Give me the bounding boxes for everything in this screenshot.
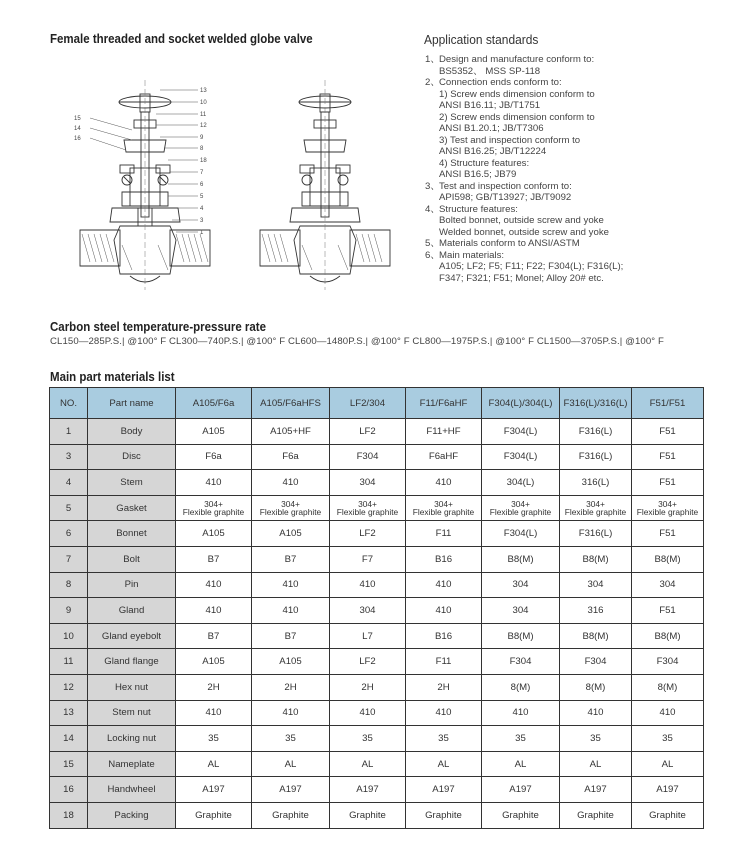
part-name-cell: Packing [88,802,176,828]
material-cell: F316(L) [560,444,632,470]
drawing-callout-label: 8 [200,146,204,152]
part-name-cell: Body [88,419,176,445]
material-cell: Graphite [632,802,704,828]
material-cell: A105 [176,649,252,675]
material-cell: 410 [252,598,330,624]
application-line-text: BS5352、 MSS SP-118 [439,65,541,77]
part-name-cell: Gland eyebolt [88,623,176,649]
part-number-cell: 13 [50,700,88,726]
carbon-steel-title: Carbon steel temperature-pressure rate [50,320,267,334]
material-cell: F6a [176,444,252,470]
material-cell: A197 [560,777,632,803]
material-cell: F304(L) [482,419,560,445]
application-line [425,238,745,250]
column-header: LF2/304 [330,388,406,419]
application-line-text: 2) Screw ends dimension conform to [439,111,595,123]
application-line-number [425,112,439,124]
material-cell: Graphite [252,802,330,828]
material-cell: F7 [330,546,406,572]
valve-drawings [60,80,400,320]
application-line [425,158,745,170]
application-line-text: Design and manufacture conform to: [439,54,595,65]
material-cell: 410 [252,700,330,726]
material-cell [632,495,704,521]
material-cell: B7 [252,623,330,649]
exterior-valve-drawing [260,80,390,290]
material-cell-line: 304+ [511,499,530,510]
application-line-number [425,135,439,147]
application-line [425,112,745,124]
part-name-cell: Bolt [88,546,176,572]
table-row [50,726,704,752]
material-cell: 410 [176,700,252,726]
part-number-cell: 5 [50,495,88,521]
material-cell: A105+HF [252,419,330,445]
part-number-cell: 16 [50,777,88,803]
application-line-number [425,192,439,204]
drawing-callout-label: 14 [74,126,81,132]
material-cell: F304 [330,444,406,470]
application-line-number: 3、 [425,180,440,192]
material-cell: 35 [632,726,704,752]
material-cell: Graphite [406,802,482,828]
material-cell: 35 [176,726,252,752]
material-cell: AL [632,751,704,777]
part-number-cell: 18 [50,802,88,828]
material-cell-line: 304+ [281,499,300,510]
part-name-cell: Disc [88,444,176,470]
material-cell: F6aHF [406,444,482,470]
material-cell-line: Flexible graphite [564,507,627,518]
material-cell: 410 [406,700,482,726]
drawing-callout-label: 13 [200,88,207,94]
part-number-cell: 14 [50,726,88,752]
materials-list-title: Main part materials list [50,370,175,384]
material-cell: 410 [632,700,704,726]
material-cell: 410 [560,700,632,726]
application-line-number [425,215,439,227]
part-number-cell: 4 [50,470,88,496]
part-name-cell: Stem nut [88,700,176,726]
application-line-number [425,158,439,170]
part-number-cell: 1 [50,419,88,445]
application-standards-list [425,54,745,284]
table-row [50,495,704,521]
material-cell: A197 [176,777,252,803]
drawing-callout-label: 12 [200,123,207,129]
part-name-cell: Nameplate [88,751,176,777]
part-name-cell: Stem [88,470,176,496]
part-name-cell: Gland [88,598,176,624]
material-cell-line: Flexible graphite [489,507,552,518]
part-name-cell: Locking nut [88,726,176,752]
material-cell: A105 [252,649,330,675]
application-line-number: 6、 [425,249,440,261]
table-row [50,700,704,726]
material-cell: 410 [330,572,406,598]
application-line [425,215,745,227]
part-number-cell: 7 [50,546,88,572]
application-line-number [425,66,439,78]
part-name-cell: Gland flange [88,649,176,675]
application-line [425,66,745,78]
carbon-steel-ratings: CL150—285P.S.| @100° F CL300—740P.S.| @100° F CL600—1480P.S.| @100° F CL800—1975P.S.| @100° F CL1500—3705P.S.| @100° F [50,336,664,347]
column-header: F304(L)/304(L) [482,388,560,419]
application-standards-title: Application standards [424,32,539,47]
table-row [50,546,704,572]
material-cell-line: 304+ [658,499,677,510]
application-line [425,135,745,147]
application-line-number [425,123,439,135]
drawing-callout-label: 10 [200,100,207,106]
drawing-callout-label: 15 [74,116,81,122]
material-cell: A197 [406,777,482,803]
material-cell: F316(L) [560,521,632,547]
material-cell: AL [330,751,406,777]
material-cell: Graphite [330,802,406,828]
material-cell: 410 [176,572,252,598]
application-line-text: Bolted bonnet, outside screw and yoke [439,215,604,226]
material-cell: LF2 [330,649,406,675]
part-number-cell: 11 [50,649,88,675]
material-cell: A105 [176,521,252,547]
material-cell: A197 [632,777,704,803]
application-line-number: 2、 [425,77,440,88]
material-cell: 2H [252,674,330,700]
application-line-text: ANSI B1.20.1; JB/T7306 [439,123,544,134]
material-cell: AL [406,751,482,777]
material-cell: F6a [252,444,330,470]
material-cell: 410 [330,700,406,726]
application-line [425,89,745,101]
material-cell: 304 [482,572,560,598]
material-cell [406,495,482,521]
material-cell: F51 [632,521,704,547]
material-cell: F316(L) [560,419,632,445]
application-line-text: Test and inspection conform to: [439,180,572,192]
application-line-number [425,169,439,181]
material-cell: LF2 [330,419,406,445]
material-cell: F11 [406,649,482,675]
application-line-text: ANSI B16.11; JB/T1751 [439,100,541,111]
material-cell: Graphite [176,802,252,828]
material-cell: 410 [252,470,330,496]
application-line [425,250,745,262]
material-cell: L7 [330,623,406,649]
material-cell: AL [176,751,252,777]
material-cell: 304 [482,598,560,624]
material-cell: 410 [176,598,252,624]
material-cell: AL [252,751,330,777]
application-line [425,273,745,285]
material-cell: 35 [560,726,632,752]
table-header-row [50,388,704,419]
material-cell-line: Flexible graphite [182,507,245,518]
material-cell-line: 304+ [358,499,377,510]
material-cell: 35 [252,726,330,752]
material-cell: 8(M) [632,674,704,700]
table-row [50,802,704,828]
material-cell: B16 [406,546,482,572]
application-line-text: API598; GB/T13927; JB/T9092 [439,192,572,203]
column-header: F316(L)/316(L) [560,388,632,419]
material-cell: F304 [560,649,632,675]
material-cell: B8(M) [482,546,560,572]
drawing-callout-label: 3 [200,218,204,224]
drawing-callout-label: 11 [200,112,207,118]
application-line-number [425,273,439,285]
material-cell: 8(M) [482,674,560,700]
part-number-cell: 8 [50,572,88,598]
drawing-callout-label: 5 [200,194,204,200]
material-cell-line: Flexible graphite [412,507,475,518]
material-cell-line: 304+ [204,499,223,510]
application-line-number [425,261,439,273]
drawing-callout-label: 9 [200,135,204,141]
part-number-cell: 9 [50,598,88,624]
material-cell: 410 [406,470,482,496]
table-row [50,572,704,598]
application-line-text: Materials conform to ANSI/ASTM [439,238,580,249]
material-cell: B8(M) [482,623,560,649]
application-line-text: Welded bonnet, outside screw and yoke [439,226,609,238]
material-cell: 2H [406,674,482,700]
material-cell: Graphite [560,802,632,828]
application-line-number [425,100,439,112]
material-cell: A197 [252,777,330,803]
drawing-callout-label: 6 [200,182,204,188]
column-header: Part name [88,388,176,419]
material-cell: B8(M) [632,546,704,572]
material-cell: 35 [330,726,406,752]
material-cell: 304 [330,470,406,496]
table-row [50,444,704,470]
material-cell: 410 [406,598,482,624]
application-line-text: 3) Test and inspection conform to [439,134,581,146]
drawing-callout-label: 1 [200,230,204,236]
material-cell: F51 [632,598,704,624]
material-cell: AL [560,751,632,777]
application-line [425,146,745,158]
application-line-text: Main materials: [439,249,505,261]
part-number-cell: 10 [50,623,88,649]
part-number-cell: 12 [50,674,88,700]
application-line-text: Structure features: [439,203,518,215]
material-cell: B7 [252,546,330,572]
column-header: NO. [50,388,88,419]
application-line [425,204,745,216]
material-cell: F51 [632,470,704,496]
material-cell-line: Flexible graphite [336,507,399,518]
drawing-callout-label: 18 [200,158,207,164]
application-line-text: ANSI B16.25; JB/T12224 [439,146,547,157]
material-cell [482,495,560,521]
application-line [425,181,745,193]
material-cell-line: Flexible graphite [259,507,322,518]
application-line-number [425,146,439,158]
application-line [425,100,745,112]
material-cell: 316(L) [560,470,632,496]
material-cell: 410 [176,470,252,496]
drawing-callout-label: 16 [74,136,81,142]
part-number-cell: 15 [50,751,88,777]
material-cell: 2H [176,674,252,700]
application-line-number [425,89,439,101]
part-name-cell: Pin [88,572,176,598]
materials-table [49,387,704,829]
part-name-cell: Handwheel [88,777,176,803]
material-cell-line: 304+ [434,499,453,510]
column-header: F11/F6aHF [406,388,482,419]
material-cell: 8(M) [560,674,632,700]
material-cell: A105 [252,521,330,547]
application-line-text: A105; LF2; F5; F11; F22; F304(L); F316(L); [439,261,624,272]
material-cell: F304 [482,649,560,675]
material-cell: 410 [482,700,560,726]
material-cell: AL [482,751,560,777]
table-row [50,470,704,496]
material-cell: F304 [632,649,704,675]
table-row [50,521,704,547]
part-name-cell: Hex nut [88,674,176,700]
application-line-number: 1、 [425,54,440,65]
material-cell: 35 [482,726,560,752]
material-cell: 316 [560,598,632,624]
table-row [50,777,704,803]
application-line [425,77,745,89]
table-row [50,649,704,675]
application-line-text: 4) Structure features: [439,157,530,169]
material-cell: F51 [632,419,704,445]
material-cell: LF2 [330,521,406,547]
application-line [425,54,745,66]
material-cell: 2H [330,674,406,700]
part-name-cell: Gasket [88,495,176,521]
table-row [50,751,704,777]
application-line-text: 1) Screw ends dimension conform to [439,88,595,100]
table-row [50,623,704,649]
material-cell: B8(M) [560,623,632,649]
material-cell: 410 [406,572,482,598]
table-row [50,598,704,624]
sectional-valve-drawing [80,80,210,290]
part-name-cell: Bonnet [88,521,176,547]
material-cell: F51 [632,444,704,470]
material-cell-line: 304+ [586,499,605,510]
material-cell: F11+HF [406,419,482,445]
application-line-text: Connection ends conform to: [439,77,562,88]
table-row [50,674,704,700]
material-cell: B8(M) [632,623,704,649]
application-line-text: F347; F321; F51; Monel; Alloy 20# etc. [439,272,604,284]
application-line [425,261,745,273]
material-cell [330,495,406,521]
drawing-callout-label: 4 [200,206,204,212]
material-cell [252,495,330,521]
application-line-text: ANSI B16.5; JB79 [439,169,517,180]
material-cell: A197 [482,777,560,803]
material-cell: B7 [176,623,252,649]
material-cell: 35 [406,726,482,752]
application-line [425,123,745,135]
material-cell: 304 [330,598,406,624]
material-cell: 304 [560,572,632,598]
material-cell: B8(M) [560,546,632,572]
material-cell [560,495,632,521]
material-cell: B7 [176,546,252,572]
material-cell: B16 [406,623,482,649]
material-cell: F11 [406,521,482,547]
drawing-callout-label: 7 [200,170,204,176]
material-cell: A197 [330,777,406,803]
column-header: F51/F51 [632,388,704,419]
application-line-number: 5、 [425,238,440,249]
material-cell: A105 [176,419,252,445]
application-line [425,169,745,181]
table-row [50,419,704,445]
material-cell: Graphite [482,802,560,828]
part-number-cell: 3 [50,444,88,470]
valve-title: Female threaded and socket welded globe valve [50,32,313,46]
material-cell: F304(L) [482,521,560,547]
material-cell [176,495,252,521]
material-cell: 304(L) [482,470,560,496]
material-cell: 410 [252,572,330,598]
material-cell: F304(L) [482,444,560,470]
material-cell-line: Flexible graphite [636,507,699,518]
application-line [425,192,745,204]
column-header: A105/F6aHFS [252,388,330,419]
application-line [425,227,745,239]
application-line-number [425,227,439,239]
part-number-cell: 6 [50,521,88,547]
material-cell: 304 [632,572,704,598]
application-line-number: 4、 [425,203,440,215]
column-header: A105/F6a [176,388,252,419]
